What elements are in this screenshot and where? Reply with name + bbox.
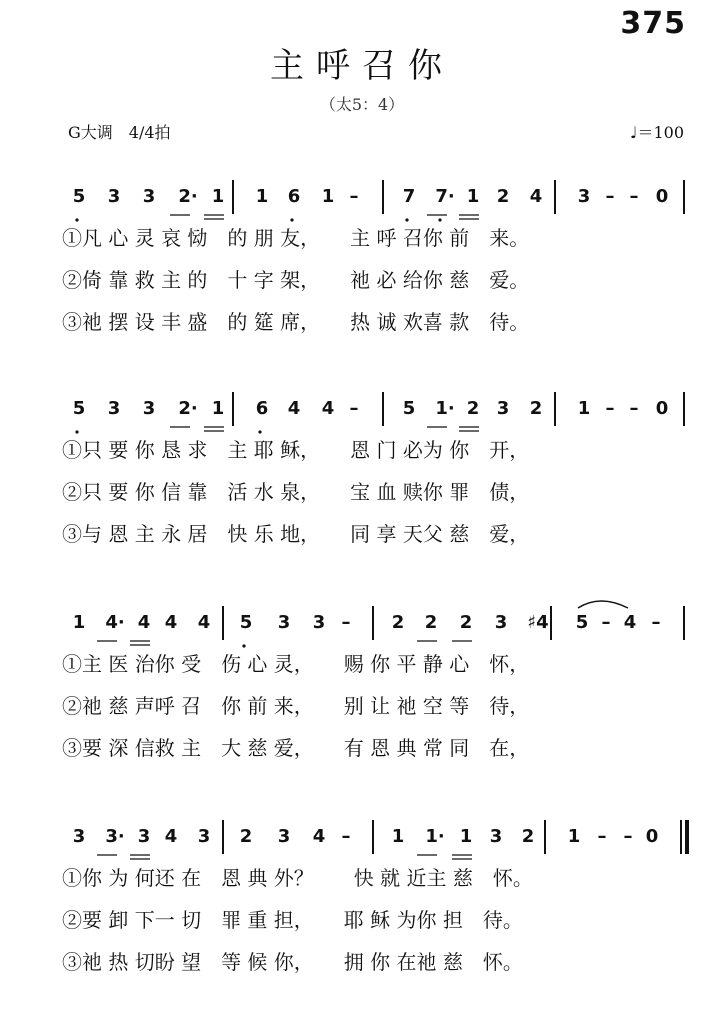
note: – [597, 826, 607, 847]
note: 3 [142, 398, 156, 419]
octave-dot [75, 218, 78, 221]
lyric-line: ③祂 热 切盼 望 等 候 你， 拥 你 在祂 慈 怀。 [62, 950, 523, 974]
hymn-title: 主呼召你 [270, 46, 454, 86]
note: 3 [277, 612, 291, 633]
note: 4 [164, 826, 178, 847]
note: 3 [494, 612, 508, 633]
note: 1 [255, 186, 269, 207]
lyric-line: ②祂 慈 声呼 召 你 前 来， 别 让 祂 空 等 待， [62, 694, 530, 718]
octave-dot [242, 644, 245, 647]
note: – [651, 612, 661, 633]
note: 4 [312, 826, 326, 847]
octave-dot [258, 430, 261, 433]
note: 7 [402, 186, 416, 207]
note: 6 [287, 186, 301, 207]
note: ♯4 [527, 612, 549, 633]
note: 2 [459, 612, 473, 633]
note: 4 [287, 398, 301, 419]
note: 2 [466, 398, 480, 419]
note: 5 [72, 186, 86, 207]
scripture-reference: （太5：4） [319, 95, 405, 114]
note: 3 [142, 186, 156, 207]
lyric-line: ②只 要 你 信 靠 活 水 泉， 宝 血 赎你 罪 债， [62, 480, 530, 504]
note: 4· [105, 612, 125, 633]
lyric-line: ②倚 靠 救 主 的 十 字 架， 祂 必 给你 慈 爱。 [62, 268, 530, 292]
note: 4 [623, 612, 637, 633]
note: 5 [402, 398, 416, 419]
lyric-line: ①你 为 何还 在 恩 典 外？ 快 就 近主 慈 怀。 [62, 866, 533, 890]
note: 3 [107, 398, 121, 419]
lyric-line: ③与 恩 主 永 居 快 乐 地， 同 享 天父 慈 爱， [62, 522, 530, 546]
note: 3 [312, 612, 326, 633]
lyric-line: ②要 卸 下一 切 罪 重 担， 耶 稣 为你 担 待。 [62, 908, 523, 932]
note: – [605, 186, 615, 207]
note: 1 [577, 398, 591, 419]
lyric-line: ①只 要 你 恳 求 主 耶 稣， 恩 门 必为 你 开， [62, 438, 530, 462]
note: – [349, 186, 359, 207]
note: 1 [321, 186, 335, 207]
note: 1 [72, 612, 86, 633]
note: 2· [178, 398, 198, 419]
note: 5 [239, 612, 253, 633]
note: 3 [496, 398, 510, 419]
note: 1 [211, 398, 225, 419]
note: 3 [137, 826, 151, 847]
lyric-line: ③祂 摆 设 丰 盛 的 筵 席， 热 诚 欢喜 款 待。 [62, 310, 530, 334]
tie-mark [578, 601, 628, 608]
note: – [605, 398, 615, 419]
note: 1 [211, 186, 225, 207]
quarter-note-icon: ♩ [629, 123, 638, 142]
note: 1 [567, 826, 581, 847]
note: 2 [496, 186, 510, 207]
note: 1 [391, 826, 405, 847]
note: 5 [72, 398, 86, 419]
note: 3 [577, 186, 591, 207]
note: – [601, 612, 611, 633]
note: 3· [105, 826, 125, 847]
octave-dot [75, 430, 78, 433]
octave-dot [405, 218, 408, 221]
octave-dot [290, 218, 293, 221]
note: 2 [239, 826, 253, 847]
note: – [623, 826, 633, 847]
note: 2· [178, 186, 198, 207]
note: 2 [529, 398, 543, 419]
note: 3 [72, 826, 86, 847]
lyric-line: ③要 深 信救 主 大 慈 爱， 有 恩 典 常 同 在， [62, 736, 530, 760]
note: 7· [435, 186, 455, 207]
note: 2 [424, 612, 438, 633]
note: 1 [459, 826, 473, 847]
note: 1· [435, 398, 455, 419]
note: – [629, 398, 639, 419]
note: 3 [107, 186, 121, 207]
note: – [349, 398, 359, 419]
page-number: 375 [620, 6, 686, 41]
key-and-meter: G大调 4/4拍 [68, 123, 171, 142]
octave-dot [438, 218, 441, 221]
note: 4 [529, 186, 543, 207]
note: 2 [521, 826, 535, 847]
note: 0 [655, 186, 669, 207]
note: 3 [277, 826, 291, 847]
note: – [341, 612, 351, 633]
note: 3 [489, 826, 503, 847]
note: 3 [197, 826, 211, 847]
note: 4 [164, 612, 178, 633]
note: 6 [255, 398, 269, 419]
note: 5 [575, 612, 589, 633]
note: 4 [137, 612, 151, 633]
note: – [629, 186, 639, 207]
note: – [341, 826, 351, 847]
note: 0 [645, 826, 659, 847]
lyric-line: ①凡 心 灵 哀 恸 的 朋 友， 主 呼 召你 前 来。 [62, 226, 530, 250]
note: 0 [655, 398, 669, 419]
note: 4 [197, 612, 211, 633]
note: 1 [466, 186, 480, 207]
tempo-value: ＝100 [637, 123, 684, 142]
lyric-line: ①主 医 治你 受 伤 心 灵， 赐 你 平 静 心 怀， [62, 652, 530, 676]
note: 4 [321, 398, 335, 419]
note: 1· [425, 826, 445, 847]
note: 2 [391, 612, 405, 633]
